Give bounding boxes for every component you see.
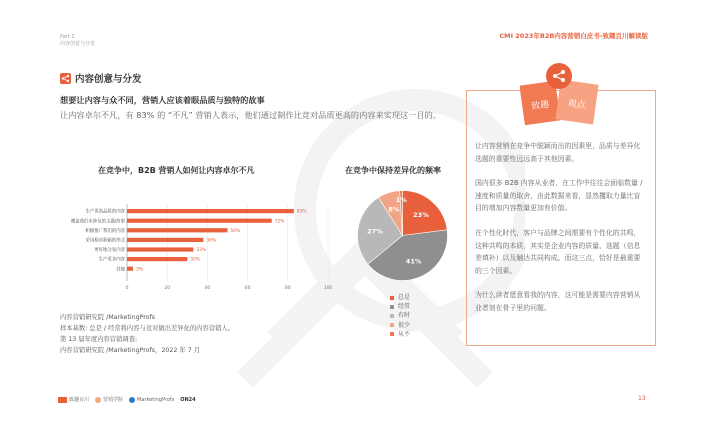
pie-legend <box>390 293 410 339</box>
badge-right-text: 观点 <box>566 98 587 112</box>
legend-item <box>390 330 410 339</box>
x-tick-label: 40 <box>204 286 211 291</box>
legend-swatch <box>390 332 394 336</box>
part-subtitle: 内容创意与分发 <box>60 41 96 47</box>
logo-marketingprofs <box>129 397 174 403</box>
zhiqu-logo-icon <box>58 397 67 403</box>
bar <box>127 228 228 232</box>
bar <box>127 209 294 213</box>
part-number: Part 2 <box>60 34 75 40</box>
legend-swatch <box>390 305 394 309</box>
page-number: 13 <box>638 395 646 402</box>
logo-text: MarketingProfs <box>137 396 175 403</box>
pie-value-label: 23% <box>413 211 429 220</box>
pie-chart <box>355 188 450 283</box>
bar-value-label: 30% <box>190 257 201 263</box>
category-label: 更好地分发内容 <box>94 248 125 254</box>
pie-value-label: 41% <box>405 257 422 266</box>
bar-value-label: 50% <box>230 228 241 234</box>
logo-on24 <box>180 397 195 403</box>
legend-item <box>390 302 410 311</box>
bar <box>127 247 193 251</box>
legend-swatch <box>390 296 394 300</box>
source-line: 内容营销研究院 /MarketingProfs <box>60 314 156 321</box>
x-tick-label: 100 <box>323 286 333 291</box>
marketingprofs-logo-icon <box>129 397 135 403</box>
legend-item <box>390 321 410 330</box>
legend-label: 很少 <box>398 321 411 329</box>
category-label: 采用相对新颖的形式 <box>85 238 125 244</box>
logo-text: 营销学院 <box>103 397 124 403</box>
report-title: CMI 2023年B2B内容营销白皮书-致趣百川解读版 <box>499 32 648 40</box>
bar <box>127 257 187 261</box>
pie-chart-title: 在竞争中保持差异化的频率 <box>345 166 441 175</box>
bar-value-label: 83% <box>296 209 307 215</box>
x-tick-label: 0 <box>125 286 129 291</box>
pie-value-label: 1% <box>395 196 407 205</box>
category-label: 生产更高品质的内容 <box>85 209 125 215</box>
pie-value-label: 8% <box>388 205 400 214</box>
bar-value-label: 33% <box>196 248 207 254</box>
legend-label: 从不 <box>398 330 411 338</box>
share-icon <box>60 73 71 84</box>
legend-swatch <box>390 314 394 318</box>
category-label: 积极推广我们的内容 <box>85 228 125 234</box>
legend-label: 有时 <box>398 312 411 320</box>
legend-item <box>390 311 410 320</box>
category-label: 覆盖我们未涉及的主题/故事 <box>70 219 125 225</box>
lead-heading: 想要让内容与众不同，营销人应该着眼品质与独特的故事 <box>60 95 265 105</box>
source-line: 内容营销研究院 /MarketingProfs，2022 年 7 月 <box>60 347 200 354</box>
legend-swatch <box>390 323 394 327</box>
insight-paragraph: 为什么读者愿意看我的内容，这可能是需要内容营销从业者刻在骨子里的问题。 <box>475 291 641 312</box>
bar-value-label: 3% <box>136 267 143 273</box>
category-label: 其他 <box>116 267 125 273</box>
bar <box>127 267 133 271</box>
bar-chart <box>60 200 345 295</box>
section-heading <box>60 71 142 85</box>
part-label <box>60 34 95 48</box>
x-tick-label: 20 <box>164 286 171 291</box>
legend-label: 经常 <box>398 303 411 311</box>
logo-text: 致趣百川 <box>69 397 90 403</box>
badge-left-text: 致趣 <box>530 99 551 113</box>
x-tick-label: 80 <box>284 286 291 291</box>
logo-text: ON24 <box>180 396 196 403</box>
bar <box>127 219 272 223</box>
insight-paragraph: 在个性化时代，客户与品牌之间需要有个性化的共鸣，这种共鸣的本质，其实是企业内容的质量、选题（信息差填补）以及触达共同构成。而这三点，恰好是最重要的三个因素。 <box>475 228 641 275</box>
insight-paragraph: 国内很多 B2B 内容从业者，在工作中往往会面临数量 / 速度和质量的取舍，由此数据来看，显然攫取力量比盲目的增加内容数量更加有价值。 <box>475 179 643 213</box>
pie-value-label: 27% <box>367 227 383 236</box>
lead-text: 让内容卓尔不凡，有 83% 的 “不凡” 营销人表示，他们通过制作比竞对品质更高的内容来实现这一目的。 <box>60 110 441 120</box>
source-note <box>60 312 234 356</box>
category-label: 生产更多内容 <box>98 257 125 263</box>
logo-academy <box>95 396 123 403</box>
source-line: 样本基数: 总是 / 经常将内容与竞对做出差异化的内容营销人。 <box>60 325 234 332</box>
bar-value-label: 72% <box>274 219 285 225</box>
legend-item <box>390 293 410 302</box>
insight-badge <box>520 58 615 128</box>
bar-value-label: 38% <box>206 238 217 244</box>
logo-zhiqu <box>58 396 89 403</box>
x-tick-label: 60 <box>244 286 251 291</box>
insight-paragraph: 让内容营销在竞争中脱颖而出的因素里，品质与差异化选题的重要性远远高于其他因素。 <box>475 142 641 163</box>
legend-label: 总是 <box>398 294 411 301</box>
source-line: 第 13 届年度内容营销调查: <box>60 336 138 343</box>
footer-logos <box>58 396 196 403</box>
bar <box>127 238 203 242</box>
academy-logo-icon <box>95 397 101 403</box>
insight-text <box>475 140 645 327</box>
section-title: 内容创意与分发 <box>75 74 142 85</box>
bar-chart-title: 在竞争中，B2B 营销人如何让内容卓尔不凡 <box>98 166 255 175</box>
